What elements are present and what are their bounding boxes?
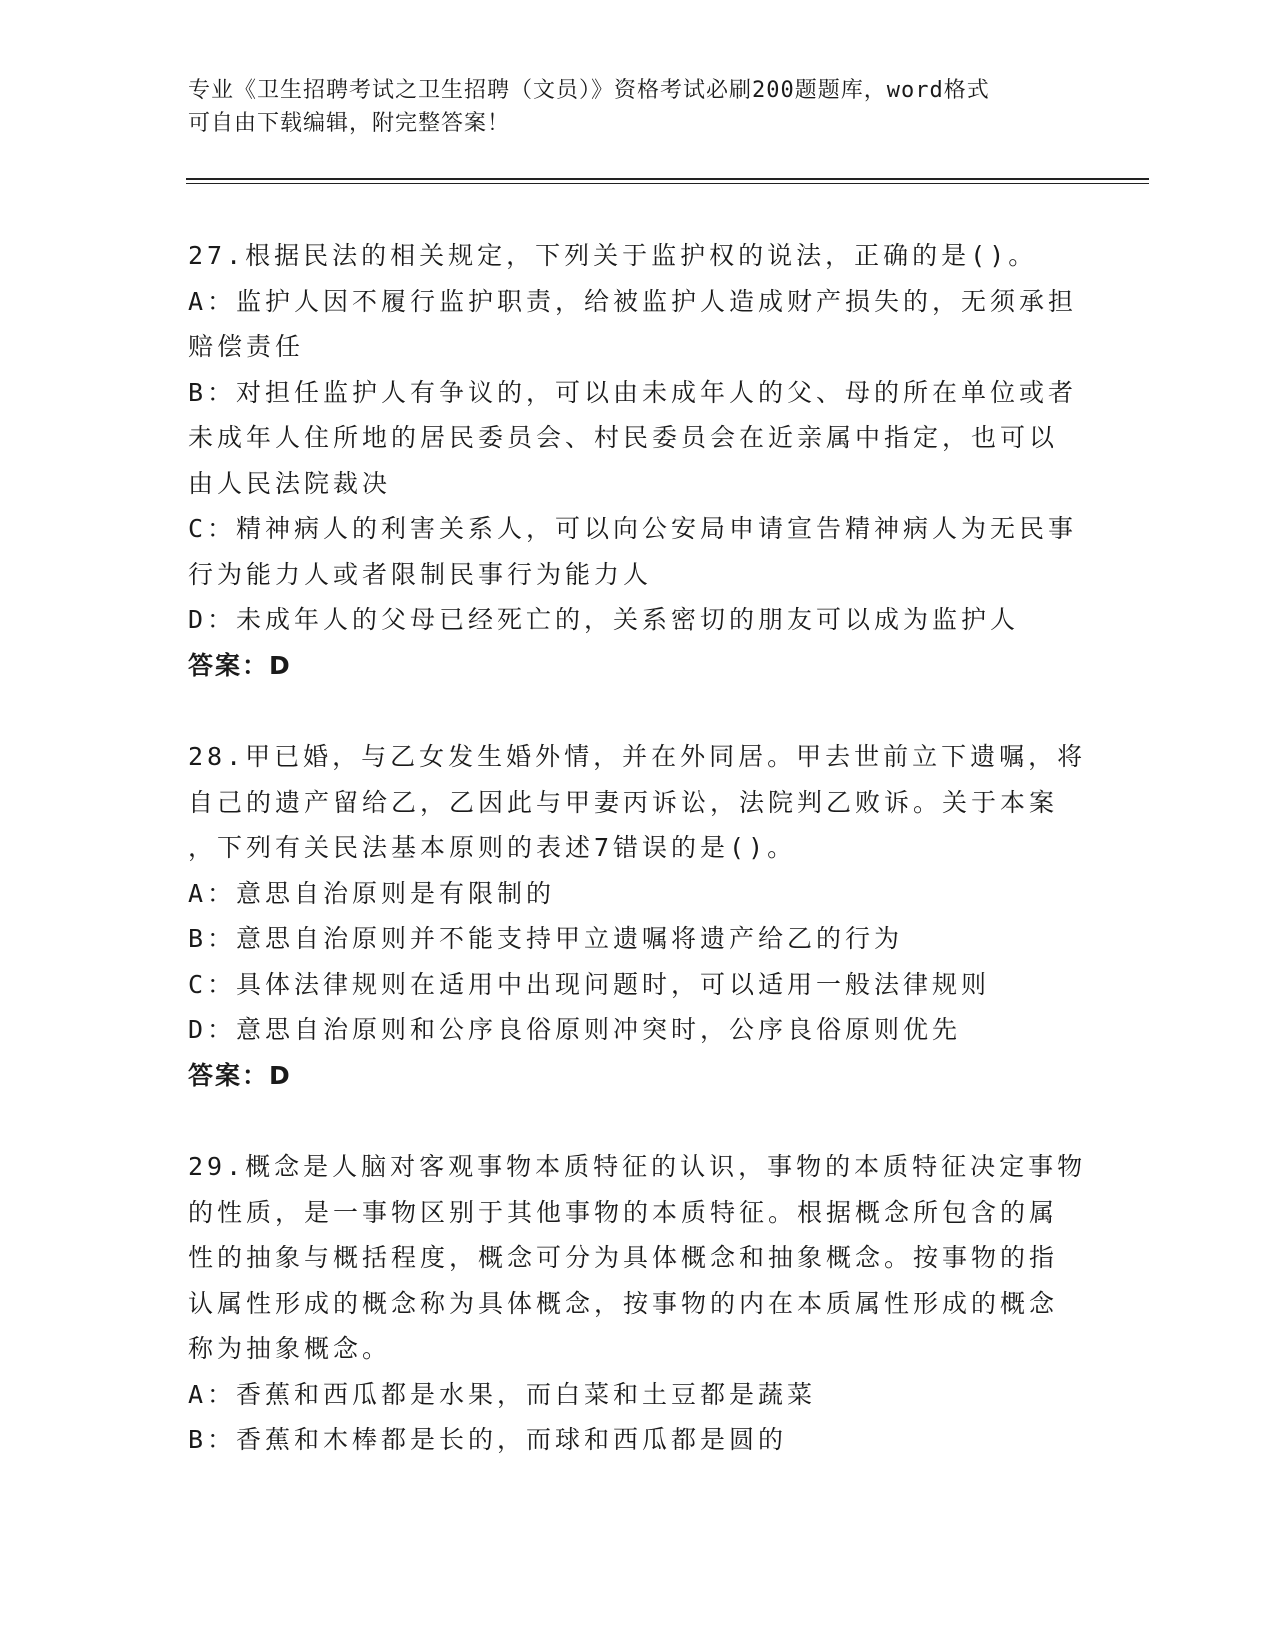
- question-29-line-4: 认属性形成的概念称为具体概念，按事物的内在本质属性形成的概念: [188, 1288, 1059, 1318]
- question-list: [188, 233, 1088, 1509]
- document-header: [188, 74, 1068, 140]
- question-29: [188, 1144, 1088, 1463]
- question-29-line-5: 称为抽象概念。: [188, 1334, 392, 1363]
- header-line-1: 专业《卫生招聘考试之卫生招聘（文员）》资格考试必刷200题题库，word格式: [188, 78, 990, 103]
- question-29-line-2: 的性质，是一事物区别于其他事物的本质特征。根据概念所包含的属: [188, 1197, 1059, 1227]
- question-29-line-6: A：香蕉和西瓜都是水果，而白菜和土豆都是蔬菜: [188, 1379, 817, 1409]
- question-28: [188, 734, 1088, 1098]
- question-27: [188, 233, 1088, 688]
- question-27-line-6: 由人民法院裁决: [188, 468, 392, 498]
- question-28-line-2: 自己的遗产留给乙，乙因此与甲妻丙诉讼，法院判乙败诉。关于本案: [188, 787, 1059, 817]
- question-28-line-7: D：意思自治原则和公序良俗原则冲突时，公序良俗原则优先: [188, 1015, 962, 1044]
- question-27-line-1: 27.根据民法的相关规定，下列关于监护权的说法，正确的是()。: [188, 241, 1038, 270]
- question-28-answer: 答案：D: [188, 1060, 292, 1090]
- question-27-line-5: 未成年人住所地的居民委员会、村民委员会在近亲属中指定，也可以: [188, 423, 1059, 452]
- header-line-2: 可自由下载编辑，附完整答案！: [188, 111, 511, 136]
- question-29-line-7: B：香蕉和木棒都是长的，而球和西瓜都是圆的: [188, 1425, 788, 1454]
- question-27-line-4: B：对担任监护人有争议的，可以由未成年人的父、母的所在单位或者: [188, 377, 1078, 407]
- question-27-line-3: 赔偿责任: [188, 332, 305, 361]
- question-28-line-3: ，下列有关民法基本原则的表述7错误的是()。: [188, 833, 797, 862]
- question-27-answer: 答案：D: [188, 650, 292, 680]
- question-28-line-4: A：意思自治原则是有限制的: [188, 878, 556, 908]
- question-27-line-8: 行为能力人或者限制民事行为能力人: [188, 559, 653, 589]
- question-28-line-1: 28.甲已婚，与乙女发生婚外情，并在外同居。甲去世前立下遗嘱，将: [188, 742, 1087, 771]
- question-29-line-1: 29.概念是人脑对客观事物本质特征的认识，事物的本质特征决定事物: [188, 1152, 1087, 1181]
- header-divider-top: [186, 178, 1149, 180]
- question-27-line-9: D：未成年人的父母已经死亡的，关系密切的朋友可以成为监护人: [188, 605, 1020, 634]
- header-divider-bottom: [186, 183, 1149, 184]
- question-28-line-6: C：具体法律规则在适用中出现问题时，可以适用一般法律规则: [188, 969, 991, 999]
- question-28-line-5: B：意思自治原则并不能支持甲立遗嘱将遗产给乙的行为: [188, 924, 904, 953]
- question-27-line-7: C：精神病人的利害关系人，可以向公安局申请宣告精神病人为无民事: [188, 514, 1078, 543]
- question-27-line-2: A：监护人因不履行监护职责，给被监护人造成财产损失的，无须承担: [188, 286, 1078, 316]
- question-29-line-3: 性的抽象与概括程度，概念可分为具体概念和抽象概念。按事物的指: [188, 1243, 1059, 1272]
